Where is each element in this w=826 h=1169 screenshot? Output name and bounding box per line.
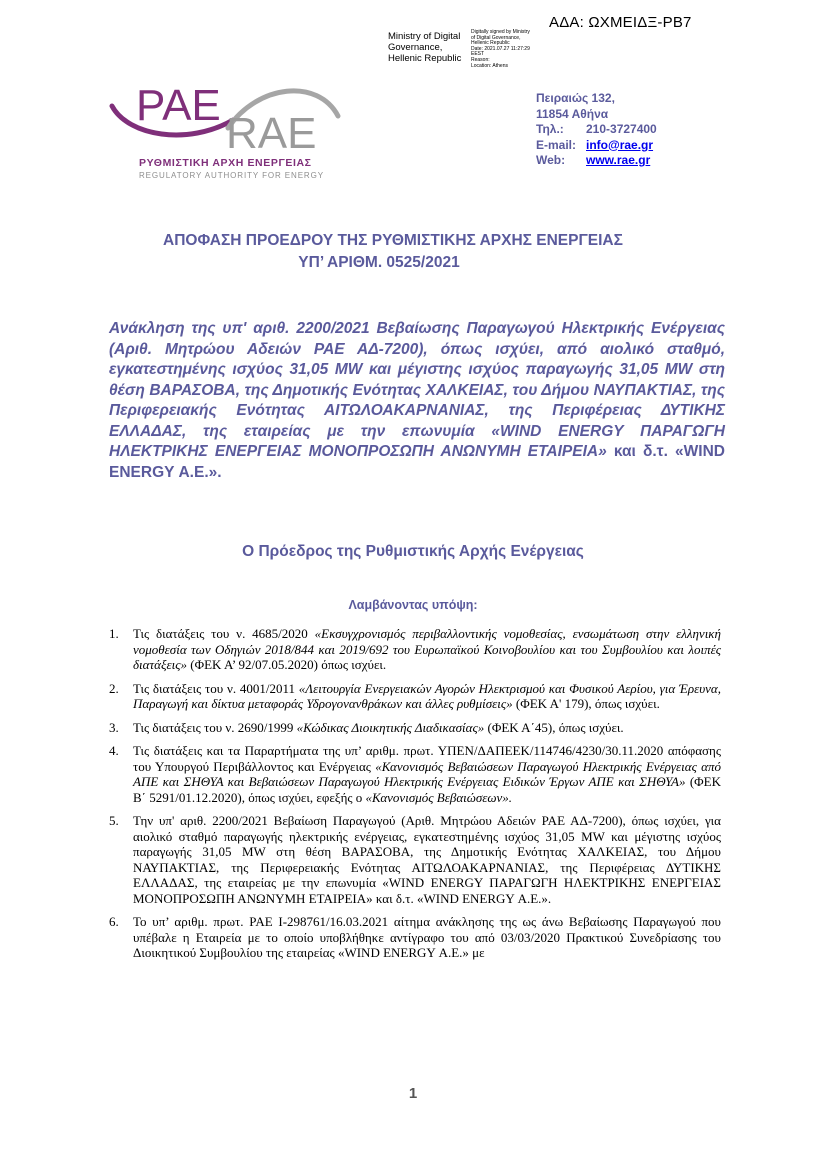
web-link[interactable]: www.rae.gr (586, 153, 651, 167)
item-text: Τις διατάξεις του ν. 4001/2011 «Λειτουργία Ενεργειακών Αγορών Ηλεκτρισμού και Φυσικού Αερίου, για Έρευνα, Παραγωγή και δίκτυα μεταφοράς Υδρογονανθράκων και άλλες ρυθμίσεις» (ΦΕΚ Α' 179), όπως ισχύει. (133, 680, 721, 711)
signature-line: Date: 2021.07.27 11:27:29 (471, 45, 530, 52)
web-label: Web: (536, 153, 566, 167)
item-number: 6. (109, 914, 119, 929)
president-heading: Ο Πρόεδρος της Ρυθμιστικής Αρχής Ενέργειας (242, 543, 584, 560)
email-row (536, 138, 657, 154)
signature-details (471, 30, 561, 69)
list-item (109, 914, 721, 961)
ada-code: ΑΔΑ: ΩΧΜΕΙΔΞ-ΡΒ7 (549, 14, 692, 31)
signature-line: Location: Athens (471, 62, 508, 69)
decision-number: ΥΠ’ ΑΡΙΘΜ. 0525/2021 (298, 254, 460, 271)
logo-tagline-greek: ΡΥΘΜΙΣΤΙΚΗ ΑΡΧΗ ΕΝΕΡΓΕΙΑΣ (139, 157, 312, 169)
subject-italic: Ανάκληση της υπ' αριθ. 2200/2021 Βεβαίωσης Παραγωγού Ηλεκτρικής Ενέργειας (Αριθ. Μητρώου Αδειών ΡΑΕ ΑΔ-7200), όπως ισχύει, από αιολικό σταθμό, εγκατεστημένης ισχύος 31,05 MW και μέγιστης ισχύος παραγωγής 31,05 MW στη θέση ΒΑΡΑΣΟΒΑ, της Δημοτικής Ενότητας ΧΑΛΚΕΙΑΣ, του Δήμου ΝΑΥΠΑΚΤΙΑΣ, της Περιφερειακής Ενότητας ΑΙΤΩΛΟΑΚΑΡΝΑΝΙΑΣ, της Περιφέρειας ΔΥΤΙΚΗΣ ΕΛΛΑΔΑΣ, της εταιρείας με την επωνυμία «WIND ENERGY ΠΑΡΑΓΩΓΗ ΗΛΕΚΤΡΙΚΗΣ ΕΝΕΡΓΕΙΑΣ ΜΟΝΟΠΡΟΣΩΠΗ ΑΝΩΝΥΜΗ ΕΤΑΙΡΕΙΑ» (109, 320, 725, 460)
decision-subject (109, 319, 725, 483)
item-text: Τις διατάξεις του ν. 2690/1999 «Κώδικας Διοικητικής Διαδικασίας» (ΦΕΚ Α΄45), όπως ισχύει. (133, 719, 624, 735)
phone-value: 210-3727400 (586, 122, 657, 136)
signature-line: Reason: (471, 56, 490, 63)
item-text: Το υπ’ αριθμ. πρωτ. ΡΑΕ Ι-298761/16.03.2021 αίτημα ανάκλησης της ως άνω Βεβαίωσης Παραγωγού που υπέβαλε η Εταιρεία με το οποίο υποβλήθηκε αντίγραφο του από 03/03/2020 Πρακτικού Συνεδρίασης του Διοικητικού Συμβουλίου της εταιρείας «WIND ENERGY Α.Ε.» με (133, 914, 721, 960)
item-number: 3. (109, 719, 119, 735)
signature-line: Digitally signed by Ministry (471, 29, 530, 35)
logo-tagline-english: REGULATORY AUTHORITY FOR ENERGY (139, 171, 324, 180)
list-item (109, 743, 721, 805)
list-item (109, 720, 721, 736)
item-text: Την υπ' αριθ. 2200/2021 Βεβαίωση Παραγωγού (Αριθ. Μητρώου Αδειών ΡΑΕ ΑΔ-7200), όπως ισχύει, για αιολικό σταθμό παραγωγής ηλεκτρικής ενέργειας, εγκατεστημένης ισχύος 31,05 MW και μέγιστης ισχύος παραγωγής 31,05 MW στη θέση ΒΑΡΑΣΟΒΑ, της Δημοτικής Ενότητας ΧΑΛΚΕΙΑΣ, του Δήμου ΝΑΥΠΑΚΤΙΑΣ, της Περιφερειακής Ενότητας ΑΙΤΩΛΟΑΚΑΡΝΑΝΙΑΣ, της Περιφέρειας ΔΥΤΙΚΗΣ ΕΛΛΑΔΑΣ, της εταιρείας με την επωνυμία «WIND ENERGY ΠΑΡΑΓΩΓΗ ΗΛΕΚΤΡΙΚΗΣ ΕΝΕΡΓΕΙΑΣ ΜΟΝΟΠΡΟΣΩΠΗ ΑΝΩΝΥΜΗ ΕΤΑΙΡΕΙΑ» και δ.τ. «WIND ENERGY Α.Ε.». (133, 813, 721, 906)
decision-title: ΑΠΟΦΑΣΗ ΠΡΟΕΔΡΟΥ ΤΗΣ ΡΥΘΜΙΣΤΙΚΗΣ ΑΡΧΗΣ ΕΝΕΡΓΕΙΑΣ (163, 232, 623, 249)
list-item (109, 681, 721, 712)
subject-plain: και δ.τ. «WIND ENERGY Α.Ε.». (109, 443, 725, 481)
item-number: 4. (109, 743, 119, 758)
email-link[interactable]: info@rae.gr (586, 137, 654, 152)
page-number: 1 (408, 1085, 418, 1102)
logo-rae: RAE (226, 109, 317, 158)
digital-signer: Ministry of Digital Governance, Hellenic Republic (388, 31, 462, 64)
phone-label: Τηλ.: (536, 122, 564, 136)
item-number: 1. (109, 626, 119, 641)
list-item (109, 813, 721, 906)
considering-heading: Λαμβάνοντας υπόψη: (348, 598, 478, 612)
signature-line: EEST (471, 51, 485, 58)
item-text: Τις διατάξεις του ν. 4685/2020 «Εκσυγχρονισμός περιβαλλοντικής νομοθεσίας, ενσωμάτωση στην ελληνική νομοθεσία των Οδηγιών 2018/844 και 2019/692 του Ευρωπαϊκού Κοινοβουλίου και του Συμβουλίου και λοιπές διατάξεις» (ΦΕΚ Α’ 92/07.05.2020) όπως ισχύει. (133, 626, 721, 672)
phone-row (536, 122, 657, 138)
considerations-list (109, 626, 721, 969)
signature-line: Hellenic Republic (471, 40, 510, 47)
item-number: 5. (109, 813, 119, 828)
email-label: E-mail: (536, 137, 577, 152)
signature-line: of Digital Governance, (471, 34, 521, 41)
address-line-2: 11854 Αθήνα (536, 106, 609, 121)
address-line-1: Πειραιώς 132, (536, 91, 615, 105)
item-number: 2. (109, 680, 119, 696)
list-item (109, 626, 721, 673)
logo-pae: PAE (136, 81, 221, 130)
contact-block (536, 91, 657, 169)
web-row (536, 153, 657, 169)
item-text: Τις διατάξεις και τα Παραρτήματα της υπ’ αριθμ. πρωτ. ΥΠΕΝ/ΔΑΠΕΕΚ/114746/4230/30.11.2020 απόφασης του Υπουργού Περιβάλλοντος και Ενέργειας «Κανονισμός Βεβαιώσεων Παραγωγού Ηλεκτρικής Ενέργειας από ΑΠΕ και ΣΗΘΥΑ και Βεβαιώσεων Παραγωγού Ηλεκτρικής Ενέργειας Ειδικών Έργων ΑΠΕ και ΣΗΘΥΑ» (ΦΕΚ Β΄ 5291/01.12.2020), όπως ισχύει, εφεξής ο «Κανονισμός Βεβαιώσεων». (133, 743, 721, 805)
